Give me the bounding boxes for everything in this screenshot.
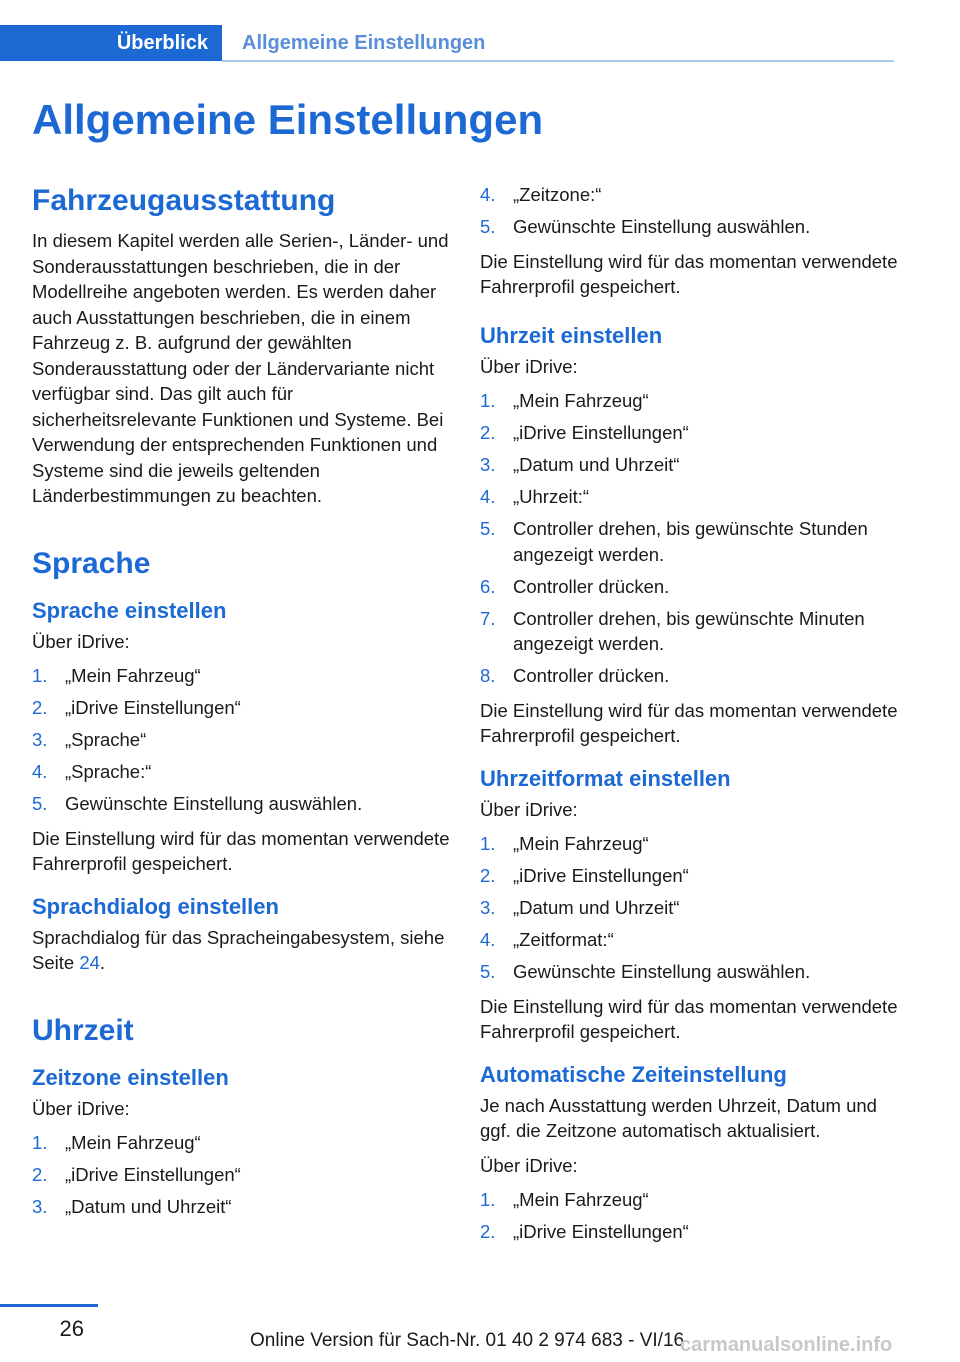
steps-list [480,831,900,985]
tab-ueberblick[interactable]: Überblick [0,25,222,61]
intro-text: Über iDrive: [32,630,130,652]
step-number: 5. [480,518,496,539]
step-text: „Sprache“ [65,729,147,750]
left-column [32,182,450,1229]
step-text: „iDrive Einstellungen“ [513,865,689,886]
heading-zeitzone-einstellen: Zeitzone einstellen [32,1064,229,1090]
tab-allgemeine-einstellungen[interactable]: Allgemeine Einstellungen [242,31,486,54]
intro-text: Über iDrive: [480,798,578,820]
heading-fahrzeugausstattung: Fahrzeugausstattung [32,184,336,217]
sprachdialog-text [32,925,450,976]
step-number: 4. [480,929,496,950]
step-number: 5. [480,961,496,982]
list-item [480,895,900,921]
list-item [480,663,900,689]
sprachdialog-text-body: Sprachdialog für das Spracheingabesystem, siehe Seite [32,926,445,973]
list-item [480,831,900,857]
list-item [480,1187,900,1213]
page-title: Allgemeine Einstellungen [32,96,544,143]
step-number: 5. [480,216,496,237]
step-number: 2. [32,697,48,718]
step-text: Controller drücken. [513,575,670,597]
intro-text: Über iDrive: [32,1097,130,1119]
list-item [32,1162,450,1188]
steps-list [32,1130,450,1220]
step-text: Gewünschte Einstellung auswählen. [513,961,811,982]
step-number: 8. [480,665,496,686]
list-item [32,1130,450,1156]
list-item [480,1219,900,1245]
list-item [480,959,900,985]
list-item [480,606,900,657]
step-text: „iDrive Einstellungen“ [65,1164,241,1185]
step-number: 3. [32,1196,48,1217]
list-item [32,759,450,785]
step-number: 3. [480,897,496,918]
steps-list [480,182,900,240]
list-item [32,791,450,817]
intro-text: Über iDrive: [480,1154,578,1176]
step-number: 6. [480,575,496,597]
watermark: carmanualsonline.info [680,1334,893,1356]
list-item [32,695,450,721]
step-text: „Mein Fahrzeug“ [513,1189,649,1210]
step-number: 1. [480,390,496,411]
step-text: „Zeitformat:“ [513,929,614,950]
note-text: Die Einstellung wird für das momentan verwendete Fahrerprofil gespeichert. [480,699,898,746]
list-item [480,516,900,567]
heading-sprache-einstellen: Sprache einstellen [32,597,227,623]
step-number: 2. [480,422,496,443]
step-number: 4. [32,761,48,782]
automatische-zeiteinstellung-text: Je nach Ausstattung werden Uhrzeit, Datum und ggf. die Zeitzone automatisch aktualisiert. [480,1094,877,1141]
heading-sprache: Sprache [32,546,151,580]
heading-uhrzeitformat-einstellen: Uhrzeitformat einstellen [480,765,731,791]
step-text: „Datum und Uhrzeit“ [513,454,680,475]
steps-list [480,388,900,689]
step-text: Controller drücken. [513,665,670,686]
list-item [480,452,900,478]
note-text: Die Einstellung wird für das momentan verwendete Fahrerprofil gespeichert. [480,250,898,297]
step-number: 3. [480,454,496,475]
step-text: „Datum und Uhrzeit“ [513,897,680,918]
step-text: Gewünschte Einstellung auswählen. [513,216,811,237]
step-text: Controller drehen, bis gewünschte Minuten angezeigt werden. [513,607,865,654]
step-text: „Mein Fahrzeug“ [513,833,649,854]
step-number: 7. [480,607,496,629]
step-number: 1. [480,1189,496,1210]
note-text: Die Einstellung wird für das momentan verwendete Fahrerprofil gespeichert. [480,995,898,1042]
step-text: „Datum und Uhrzeit“ [65,1196,232,1217]
step-text: „iDrive Einstellungen“ [513,422,689,443]
step-text: „Mein Fahrzeug“ [513,390,649,411]
list-item [480,182,900,208]
heading-uhrzeit: Uhrzeit [32,1013,134,1047]
step-text: „Mein Fahrzeug“ [65,665,201,686]
step-number: 4. [480,184,496,205]
heading-automatische-zeiteinstellung: Automatische Zeiteinstellung [480,1061,787,1087]
heading-sprachdialog-einstellen: Sprachdialog einstellen [32,893,279,919]
step-text: „Uhrzeit:“ [513,486,590,507]
step-number: 4. [480,486,496,507]
steps-list [480,1187,900,1245]
step-text: Controller drehen, bis gewünschte Stunden angezeigt werden. [513,518,868,565]
step-number: 5. [32,793,48,814]
list-item [480,214,900,240]
step-text: Gewünschte Einstellung auswählen. [65,793,363,814]
steps-list [32,663,450,817]
step-number: 2. [480,865,496,886]
step-number: 2. [32,1164,48,1185]
header-divider [222,60,894,62]
list-item [32,663,450,689]
list-item [480,484,900,510]
step-number: 3. [32,729,48,750]
heading-uhrzeit-einstellen: Uhrzeit einstellen [480,322,663,348]
intro-text: Über iDrive: [480,355,578,377]
sprachdialog-text-end: . [99,952,106,973]
list-item [32,727,450,753]
list-item [32,1194,450,1220]
step-number: 2. [480,1221,496,1242]
page-number: 26 [59,1316,84,1341]
step-text: „iDrive Einstellungen“ [65,697,241,718]
list-item [480,388,900,414]
page-reference-link[interactable]: 24 [79,952,100,973]
step-text: „Zeitzone:“ [513,184,602,205]
list-item [480,927,900,953]
step-number: 1. [32,1132,48,1153]
note-text: Die Einstellung wird für das momentan verwendete Fahrerprofil gespeichert. [32,827,450,874]
page-header [0,25,960,61]
step-number: 1. [480,833,496,854]
list-item [480,863,900,889]
list-item [480,574,900,600]
step-text: „Mein Fahrzeug“ [65,1132,201,1153]
list-item [480,420,900,446]
footer-divider [0,1304,98,1307]
step-text: „Sprache:“ [65,761,152,782]
footer-version-text: Online Version für Sach-Nr. 01 40 2 974 683 - VI/16 [250,1330,685,1351]
step-number: 1. [32,665,48,686]
right-column [480,182,900,1254]
step-text: „iDrive Einstellungen“ [513,1221,689,1242]
fahrzeugausstattung-text: In diesem Kapitel werden alle Serien-, Länder- und Sonderausstattungen beschrieben, die in der Modellreihe angeboten werden. Es werden daher auch Ausstattungen beschrieben, die in einem Fahrzeug z. B. aufgrund der gewählten Sonderausstattung oder der Ländervariante nicht verfügbar sind. Das gilt auch für sicherheitsrelevante Funktionen und Systeme. Bei Verwendung der entsprechenden Funktionen und Systeme sind die jeweils geltenden Länderbestimmungen zu beachten. [32,230,449,506]
